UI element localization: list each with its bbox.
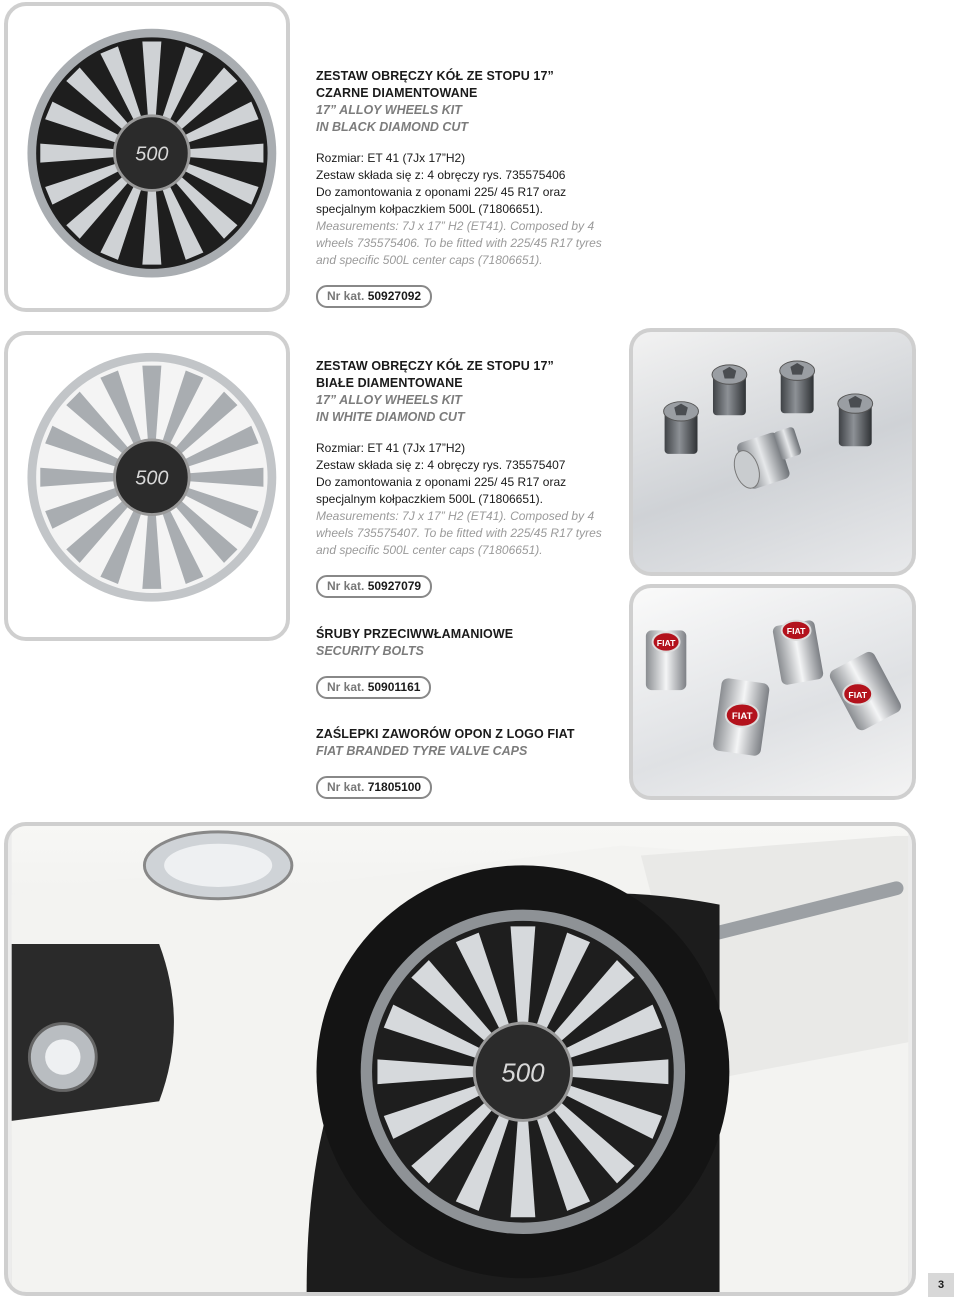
valve-cap-icon xyxy=(646,630,686,690)
product-subtitle: SECURITY BOLTS xyxy=(316,644,424,658)
security-bolts-photo xyxy=(633,332,912,572)
fiat-logo-text: FIAT xyxy=(731,710,753,722)
product-title: ZESTAW OBRĘCZY KÓŁ ZE STOPU 17” xyxy=(316,69,554,83)
wheel-black-panel xyxy=(4,2,290,312)
alloy-wheel-white-icon xyxy=(8,335,286,637)
catalog-number-badge xyxy=(316,285,432,308)
headlight-icon xyxy=(144,832,291,899)
car-wheel-icon xyxy=(361,910,685,1234)
spec-en-line: wheels 735575406. To be fitted with 225/45 R17 tyres xyxy=(316,236,602,250)
product-subtitle: FIAT BRANDED TYRE VALVE CAPS xyxy=(316,744,528,758)
product-valve-caps xyxy=(316,726,616,799)
security-bolts-panel xyxy=(629,328,916,576)
product-title: ZESTAW OBRĘCZY KÓŁ ZE STOPU 17” xyxy=(316,359,554,373)
valve-cap-icon xyxy=(827,650,903,733)
product-title-line2: CZARNE DIAMENTOWANE xyxy=(316,86,478,100)
catalog-number: 50927092 xyxy=(367,289,422,303)
valve-caps-panel xyxy=(629,584,916,800)
spec-pl-line: specjalnym kołpaczkiem 500L (71806651). xyxy=(316,202,544,216)
fiat-logo-text: FIAT xyxy=(656,637,676,648)
catalog-number: 50901161 xyxy=(367,680,421,694)
catalog-number: 50927079 xyxy=(367,579,422,593)
spec-pl-line: Zestaw składa się z: 4 obręczy rys. 735575406 xyxy=(316,168,566,182)
catalog-label: Nr kat. xyxy=(327,680,365,694)
product-title-line2: BIAŁE DIAMENTOWANE xyxy=(316,376,463,390)
spec-pl-line: Rozmiar: ET 41 (7Jx 17”H2) xyxy=(316,441,466,455)
spec-en-line: and specific 500L center caps (71806651). xyxy=(316,543,543,557)
lock-key-icon xyxy=(730,426,802,491)
product-subtitle-line2: IN BLACK DIAMOND CUT xyxy=(316,120,469,134)
page-number: 3 xyxy=(928,1273,954,1297)
product-subtitle-line2: IN WHITE DIAMOND CUT xyxy=(316,410,465,424)
product-white-wheels xyxy=(316,358,616,598)
bolt-icon xyxy=(780,361,815,413)
wheel-cap-logo: 500 xyxy=(135,467,169,490)
bolt-icon xyxy=(712,365,747,415)
spec-pl-line: specjalnym kołpaczkiem 500L (71806651). xyxy=(316,492,544,506)
spec-pl-line: Zestaw składa się z: 4 obręczy rys. 735575407 xyxy=(316,458,566,472)
catalog-number-badge xyxy=(316,776,432,799)
spec-pl-line: Rozmiar: ET 41 (7Jx 17”H2) xyxy=(316,151,466,165)
wheel-cap-logo: 500 xyxy=(501,1059,545,1088)
spec-en-line: Measurements: 7J x 17” H2 (ET41). Composed by 4 xyxy=(316,219,595,233)
spec-pl-line: Do zamontowania z oponami 225/ 45 R17 oraz xyxy=(316,475,567,489)
product-security-bolts xyxy=(316,626,616,699)
spec-en-line: wheels 735575407. To be fitted with 225/45 R17 tyres xyxy=(316,526,602,540)
valve-caps-photo xyxy=(633,588,912,796)
fog-light-icon xyxy=(29,1024,96,1091)
product-black-wheels xyxy=(316,68,616,308)
valve-cap-icon xyxy=(772,619,824,685)
catalog-label: Nr kat. xyxy=(327,780,365,794)
product-title: ZAŚLEPKI ZAWORÓW OPON Z LOGO FIAT xyxy=(316,727,575,741)
bolt-icon xyxy=(664,402,699,454)
car-wheel-photo-panel xyxy=(4,822,916,1296)
car-wheel-photo xyxy=(8,826,912,1292)
product-title: ŚRUBY PRZECIWWŁAMANIOWE xyxy=(316,627,514,641)
wheel-cap-logo: 500 xyxy=(135,143,169,166)
spec-pl-line: Do zamontowania z oponami 225/ 45 R17 oraz xyxy=(316,185,567,199)
bolt-icon xyxy=(838,394,873,446)
catalog-number-badge xyxy=(316,676,431,699)
catalog-number-badge xyxy=(316,575,432,598)
catalog-number: 71805100 xyxy=(367,780,422,794)
spec-en-line: Measurements: 7J x 17” H2 (ET41). Composed by 4 xyxy=(316,509,595,523)
product-subtitle: 17” ALLOY WHEELS KIT xyxy=(316,103,462,117)
alloy-wheel-black-icon xyxy=(8,6,286,308)
fiat-logo-text: FIAT xyxy=(848,689,868,700)
spec-en-line: and specific 500L center caps (71806651). xyxy=(316,253,543,267)
valve-cap-icon xyxy=(712,677,770,756)
fiat-logo-text: FIAT xyxy=(786,626,806,637)
wheel-white-panel xyxy=(4,331,290,641)
catalog-label: Nr kat. xyxy=(327,579,365,593)
catalog-label: Nr kat. xyxy=(327,289,365,303)
product-subtitle: 17” ALLOY WHEELS KIT xyxy=(316,393,462,407)
